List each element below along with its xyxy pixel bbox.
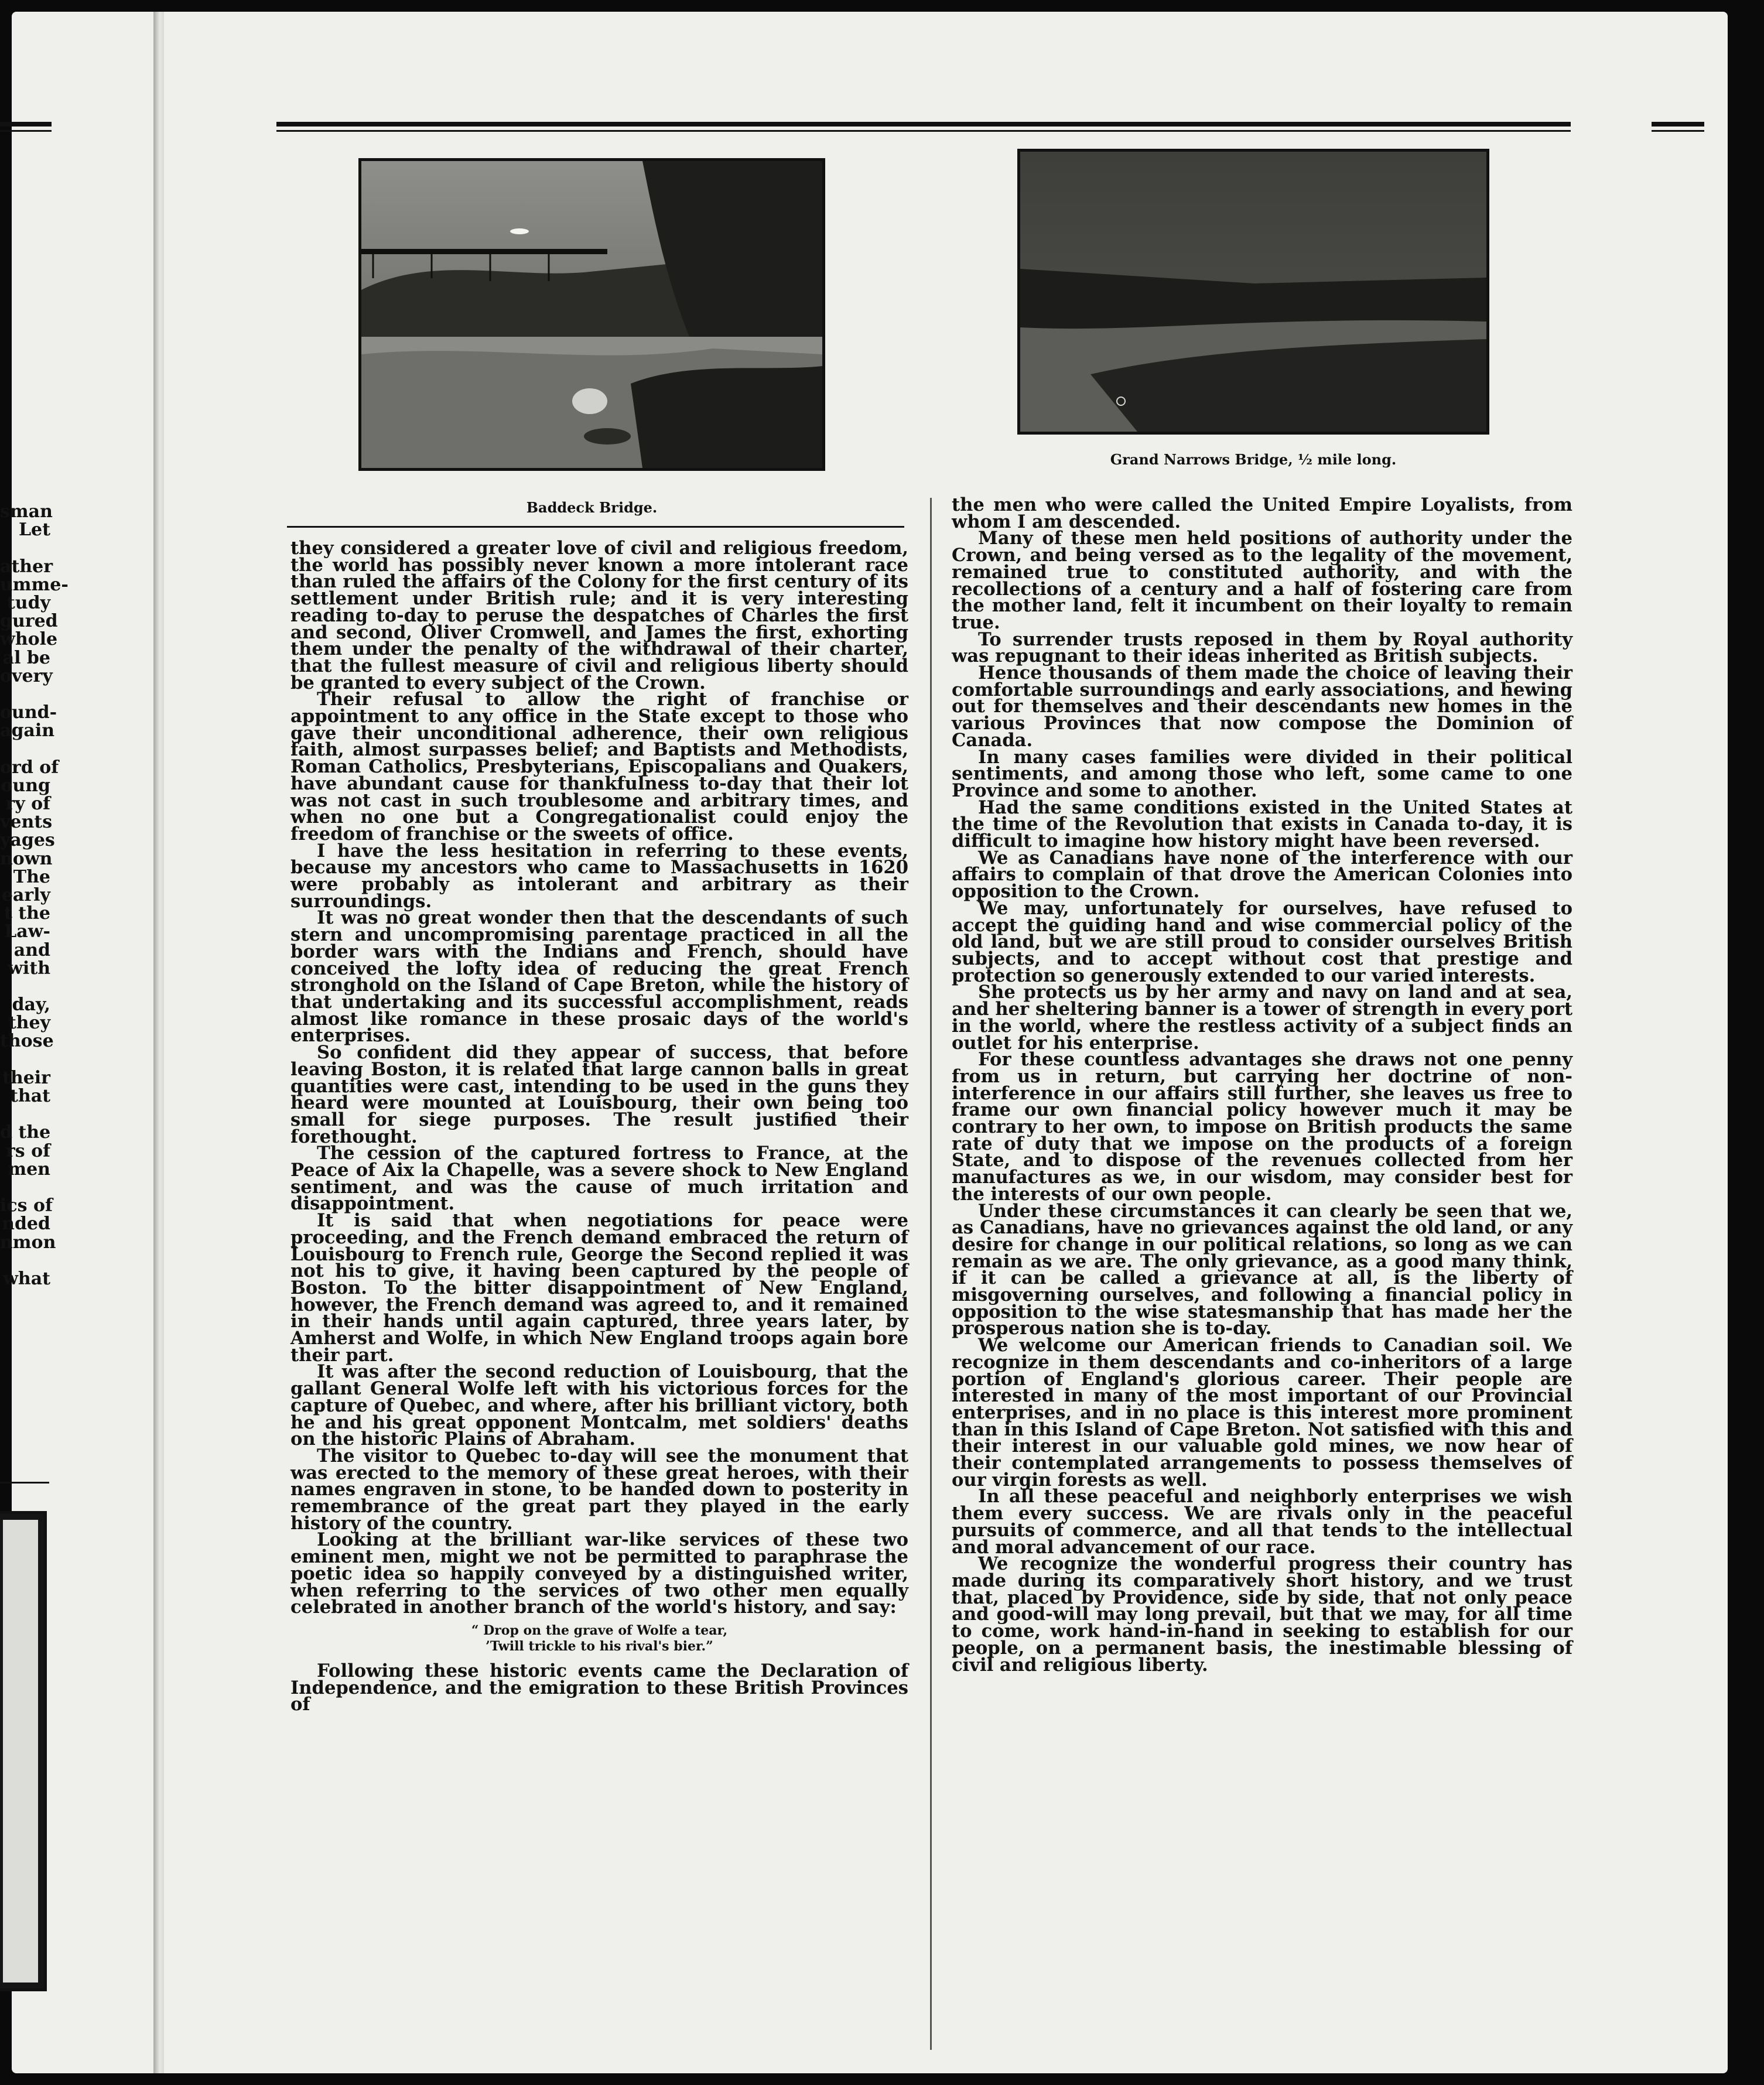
- poem-quote: [290, 1623, 908, 1655]
- paragraph: To surrender trusts reposed in them by Royal authority was repugnant to their ideas inherited as British subjects.: [952, 628, 1572, 667]
- paragraph: Looking at the brilliant war-like services of these two eminent men, might we not be permitted to paraphrase the poetic idea so happily conveyed by a distinguished writer, when referring to the services of two other men equally celebrated in another branch of the world's history, and say:: [290, 1529, 908, 1618]
- margin-line: The: [13, 866, 50, 887]
- margin-line: [0, 539, 50, 557]
- margin-rule: [0, 1482, 49, 1484]
- baddeck-bridge-caption: Baddeck Bridge.: [526, 499, 658, 516]
- grand-narrows-bridge-image: [1020, 152, 1486, 432]
- margin-line: [0, 1178, 50, 1197]
- paragraph: It was no great wonder then that the descendants of such stern and uncompromising parentage practiced in all the border wars with the Indians and French, should have conceived the lofty idea of reducing the great French stronghold on the Island of Cape Breton, while the history of that undertaking and its successful accomplishment, reads almost like romance in these prosaic days of the world's enterprises.: [290, 907, 908, 1047]
- margin-line: yages: [0, 830, 55, 851]
- paragraph: The cession of the captured fortress to France, at the Peace of Aix la Chapelle, was a severe shock to New England sentiment, and was the cause of much irritation and disappointment.: [290, 1143, 908, 1215]
- margin-line: overy: [0, 665, 53, 686]
- margin-line: d the: [0, 1122, 51, 1143]
- paragraph: Hence thousands of them made the choice of leaving their comfortable surroundings and early associations, and hewing out for themselves and their descendants new homes in the various Provinces that now compose the Dominion of Canada.: [952, 662, 1572, 751]
- margin-line: [0, 1252, 50, 1270]
- quote-line: “ Drop on the grave of Wolfe a tear,: [471, 1623, 728, 1638]
- paragraph: Under these circumstances it can clearly be seen that we, as Canadians, have no grievances against the old land, or any desire for change in our political relations, so long as we can remain as we are. The only grievance, as a good many think, if it can be called a grievance at all, is the liberty of misgoverning ourselves, and following a financial policy in opposition to the wise statesmanship that has made her the prosperous nation she is to-day.: [952, 1200, 1572, 1339]
- margin-line: tudy: [6, 592, 50, 613]
- margin-line: ather: [0, 556, 53, 577]
- top-rule: [0, 130, 52, 132]
- margin-line: umme-: [0, 574, 69, 595]
- margin-line: al be: [2, 647, 50, 668]
- paragraph: In many cases families were divided in their political sentiments, and among those who left, some came to one Province and some to another.: [952, 746, 1572, 801]
- margin-line: rs of: [5, 1140, 50, 1161]
- paragraph: She protects us by her army and navy on land and at sea, and her sheltering banner is a tower of strength in every port in the world, where the restless activity of a subject finds an outlet for his enterprise.: [952, 982, 1572, 1054]
- margin-line: gured: [0, 611, 58, 632]
- margin-line: again: [0, 720, 55, 741]
- top-rule: [1652, 122, 1704, 127]
- paragraph: We recognize the wonderful progress their country has made during its comparatively short history, and we trust that, placed by Providence, side by side, that not only peace and good-will may long prevail, but that we may, for all time to come, work hand-in-hand in seeking to establish for our people, on a permanent basis, the inestimable blessing of civil and religious liberty.: [952, 1553, 1572, 1676]
- paragraph: So confident did they appear of success, that before leaving Boston, it is related that large cannon balls in great quantities were cast, intending to be used in the guns they heard were mounted at Louisbourg, their own being too small for siege purposes. The result justified their forethought.: [290, 1042, 908, 1147]
- paragraph: they considered a greater love of civil and religious freedom, the world has possibly never known a more intolerant race than ruled the affairs of the Colony for the first century of its settlement under British rule; and it is very interesting reading to-day to peruse the despatches of Charles the first and second, Oliver Cromwell, and James the first, exhorting them under the penalty of the withdrawal of their charter, that the fullest measure of civil and religious liberty should be granted to every subject of the Crown.: [290, 538, 908, 693]
- margin-line: oung: [1, 775, 50, 796]
- margin-photo: [0, 1511, 47, 1991]
- margin-line: vents: [0, 812, 53, 833]
- paragraph: It was after the second reduction of Louisbourg, that the gallant General Wolfe left with his victorious forces for the capture of Quebec, and where, after his brilliant victory, both he and his great opponent Montcalm, met soldiers' deaths on the historic Plains of Abraham.: [290, 1361, 908, 1450]
- margin-line: ord of: [0, 757, 59, 778]
- paragraph: Many of these men held positions of authority under the Crown, and being versed as to the legality of the movement, remained true to constituted authority, and with the recollections of a century and a half of fostering care from the mother land, felt it incumbent on their loyalty to remain true.: [952, 528, 1572, 633]
- grand-narrows-bridge-caption: Grand Narrows Bridge, ½ mile long.: [1110, 451, 1397, 468]
- margin-line: they: [8, 1013, 50, 1034]
- margin-line: t the: [4, 903, 50, 924]
- page-fold-gutter: [153, 12, 164, 2073]
- margin-line: ics of: [0, 1195, 53, 1216]
- margin-line: those: [0, 1031, 54, 1052]
- paragraph: The visitor to Quebec to-day will see the monument that was erected to the memory of these great heroes, with their names engraven in stone, to be handed down to posterity in remembrance of the great part they played in the early history of the country.: [290, 1445, 908, 1534]
- margin-line: with: [8, 958, 50, 979]
- margin-line: that: [10, 1086, 50, 1106]
- margin-line: [0, 1051, 50, 1069]
- article-column-1: [290, 540, 908, 1713]
- margin-line: sman: [0, 501, 53, 522]
- margin-line: and: [13, 939, 50, 961]
- baddeck-bridge-image: [361, 161, 822, 468]
- margin-line: early: [1, 884, 50, 905]
- left-margin-text: [0, 501, 69, 1289]
- paragraph: We welcome our American friends to Canadian soil. We recognize in them descendants and co-inheritors of a large portion of England's glorious career. Their people are interested in many of the most important of our Provincial enterprises, and in no place is this interest more prominent than in this Island of Cape Breton. Not satisfied with this and their interest in our valuable gold mines, we now hear of their contemplated arrangements to possess themselves of our virgin forests as well.: [952, 1335, 1572, 1491]
- margin-line: [0, 977, 50, 996]
- quote-line: ’Twill trickle to his rival's bier.”: [486, 1639, 713, 1654]
- margin-line: their: [2, 1067, 50, 1088]
- margin-line: ry of: [5, 794, 50, 814]
- grand-narrows-bridge-photo: [1017, 149, 1489, 435]
- margin-line: nmon: [0, 1232, 56, 1253]
- margin-line: men: [8, 1158, 50, 1180]
- paragraph: We as Canadians have none of the interference with our affairs to complain of that drove the American Colonies into opposition to the Crown.: [952, 847, 1572, 903]
- margin-line: ound-: [0, 702, 57, 723]
- top-rule: [276, 122, 1571, 127]
- paragraph: We may, unfortunately for ourselves, have refused to accept the guiding hand and wise commercial policy of the old land, but we are still proud to consider ourselves British subjects, and to accept without cost that prestige and protection so generously extended to our varied interests.: [952, 897, 1572, 986]
- margin-line: whole: [0, 629, 58, 650]
- margin-line: day,: [12, 994, 50, 1016]
- margin-line: Law-: [4, 921, 50, 942]
- paragraph: For these countless advantages she draws not one penny from us in return, but carrying her doctrine of non-interference in our affairs still further, she leaves us free to frame our own financial policy however much it may be contrary to her own, to impose on British products the same rate of duty that we impose on the products of a foreign State, and to dispose of the revenues collected from her manufactures as we, in our wisdom, may consider best for the interests of our own people.: [952, 1049, 1572, 1205]
- column-rule: [930, 498, 932, 2050]
- margin-line: nded: [2, 1214, 50, 1235]
- caption-rule: [287, 526, 904, 528]
- paragraph: Their refusal to allow the right of franchise or appointment to any office in the State except to those who gave their unconditional adherence, their own religious faith, almost surpasses belief; and Baptists and Methodists, Roman Catholics, Presbyterians, Episcopalians and Quakers, have abundant cause for thankfulness to-day that their lot was not cast in such troublesome and arbitrary times, and when no one but a Congregationalist could enjoy the freedom of franchise or the sweets of office.: [290, 689, 908, 845]
- paragraph: I have the less hesitation in referring to these events, because my ancestors who came to Massachusetts in 1620 were probably as intolerant and arbitrary as their surroundings.: [290, 840, 908, 912]
- margin-line: [0, 1105, 50, 1123]
- top-rule: [0, 122, 52, 127]
- top-rule: [1652, 130, 1704, 132]
- paragraph: the men who were called the United Empire Loyalists, from whom I am descended.: [952, 494, 1572, 532]
- margin-line: [0, 685, 50, 703]
- article-column-2: [952, 494, 1572, 1676]
- baddeck-bridge-photo: [358, 158, 825, 471]
- margin-line: [0, 740, 50, 758]
- paragraph: It is said that when negotiations for peace were proceeding, and the French demand embraced the return of Louisbourg to French rule, George the Second replied it was not his to give, it having been captured by the people of Boston. To the bitter disappointment of New England, however, the French demand was agreed to, and it remained in their hands until again captured, three years later, by Amherst and Wolfe, in which New England troops again bore their part.: [290, 1210, 908, 1366]
- top-rule: [276, 130, 1571, 132]
- margin-line: nown: [0, 848, 53, 869]
- margin-line: Let: [18, 519, 50, 541]
- paragraph: In all these peaceful and neighborly enterprises we wish them every success. We are rivals only in the peaceful pursuits of commerce, and all that tends to the intellectual and moral advancement of our race.: [952, 1486, 1572, 1558]
- paragraph: Following these historic events came the Declaration of Independence, and the emigration to these British Provinces of: [290, 1660, 908, 1715]
- paragraph: Had the same conditions existed in the United States at the time of the Revolution that exists in Canada to-day, it is difficult to imagine how history might have been reversed.: [952, 797, 1572, 852]
- margin-line: what: [3, 1268, 50, 1289]
